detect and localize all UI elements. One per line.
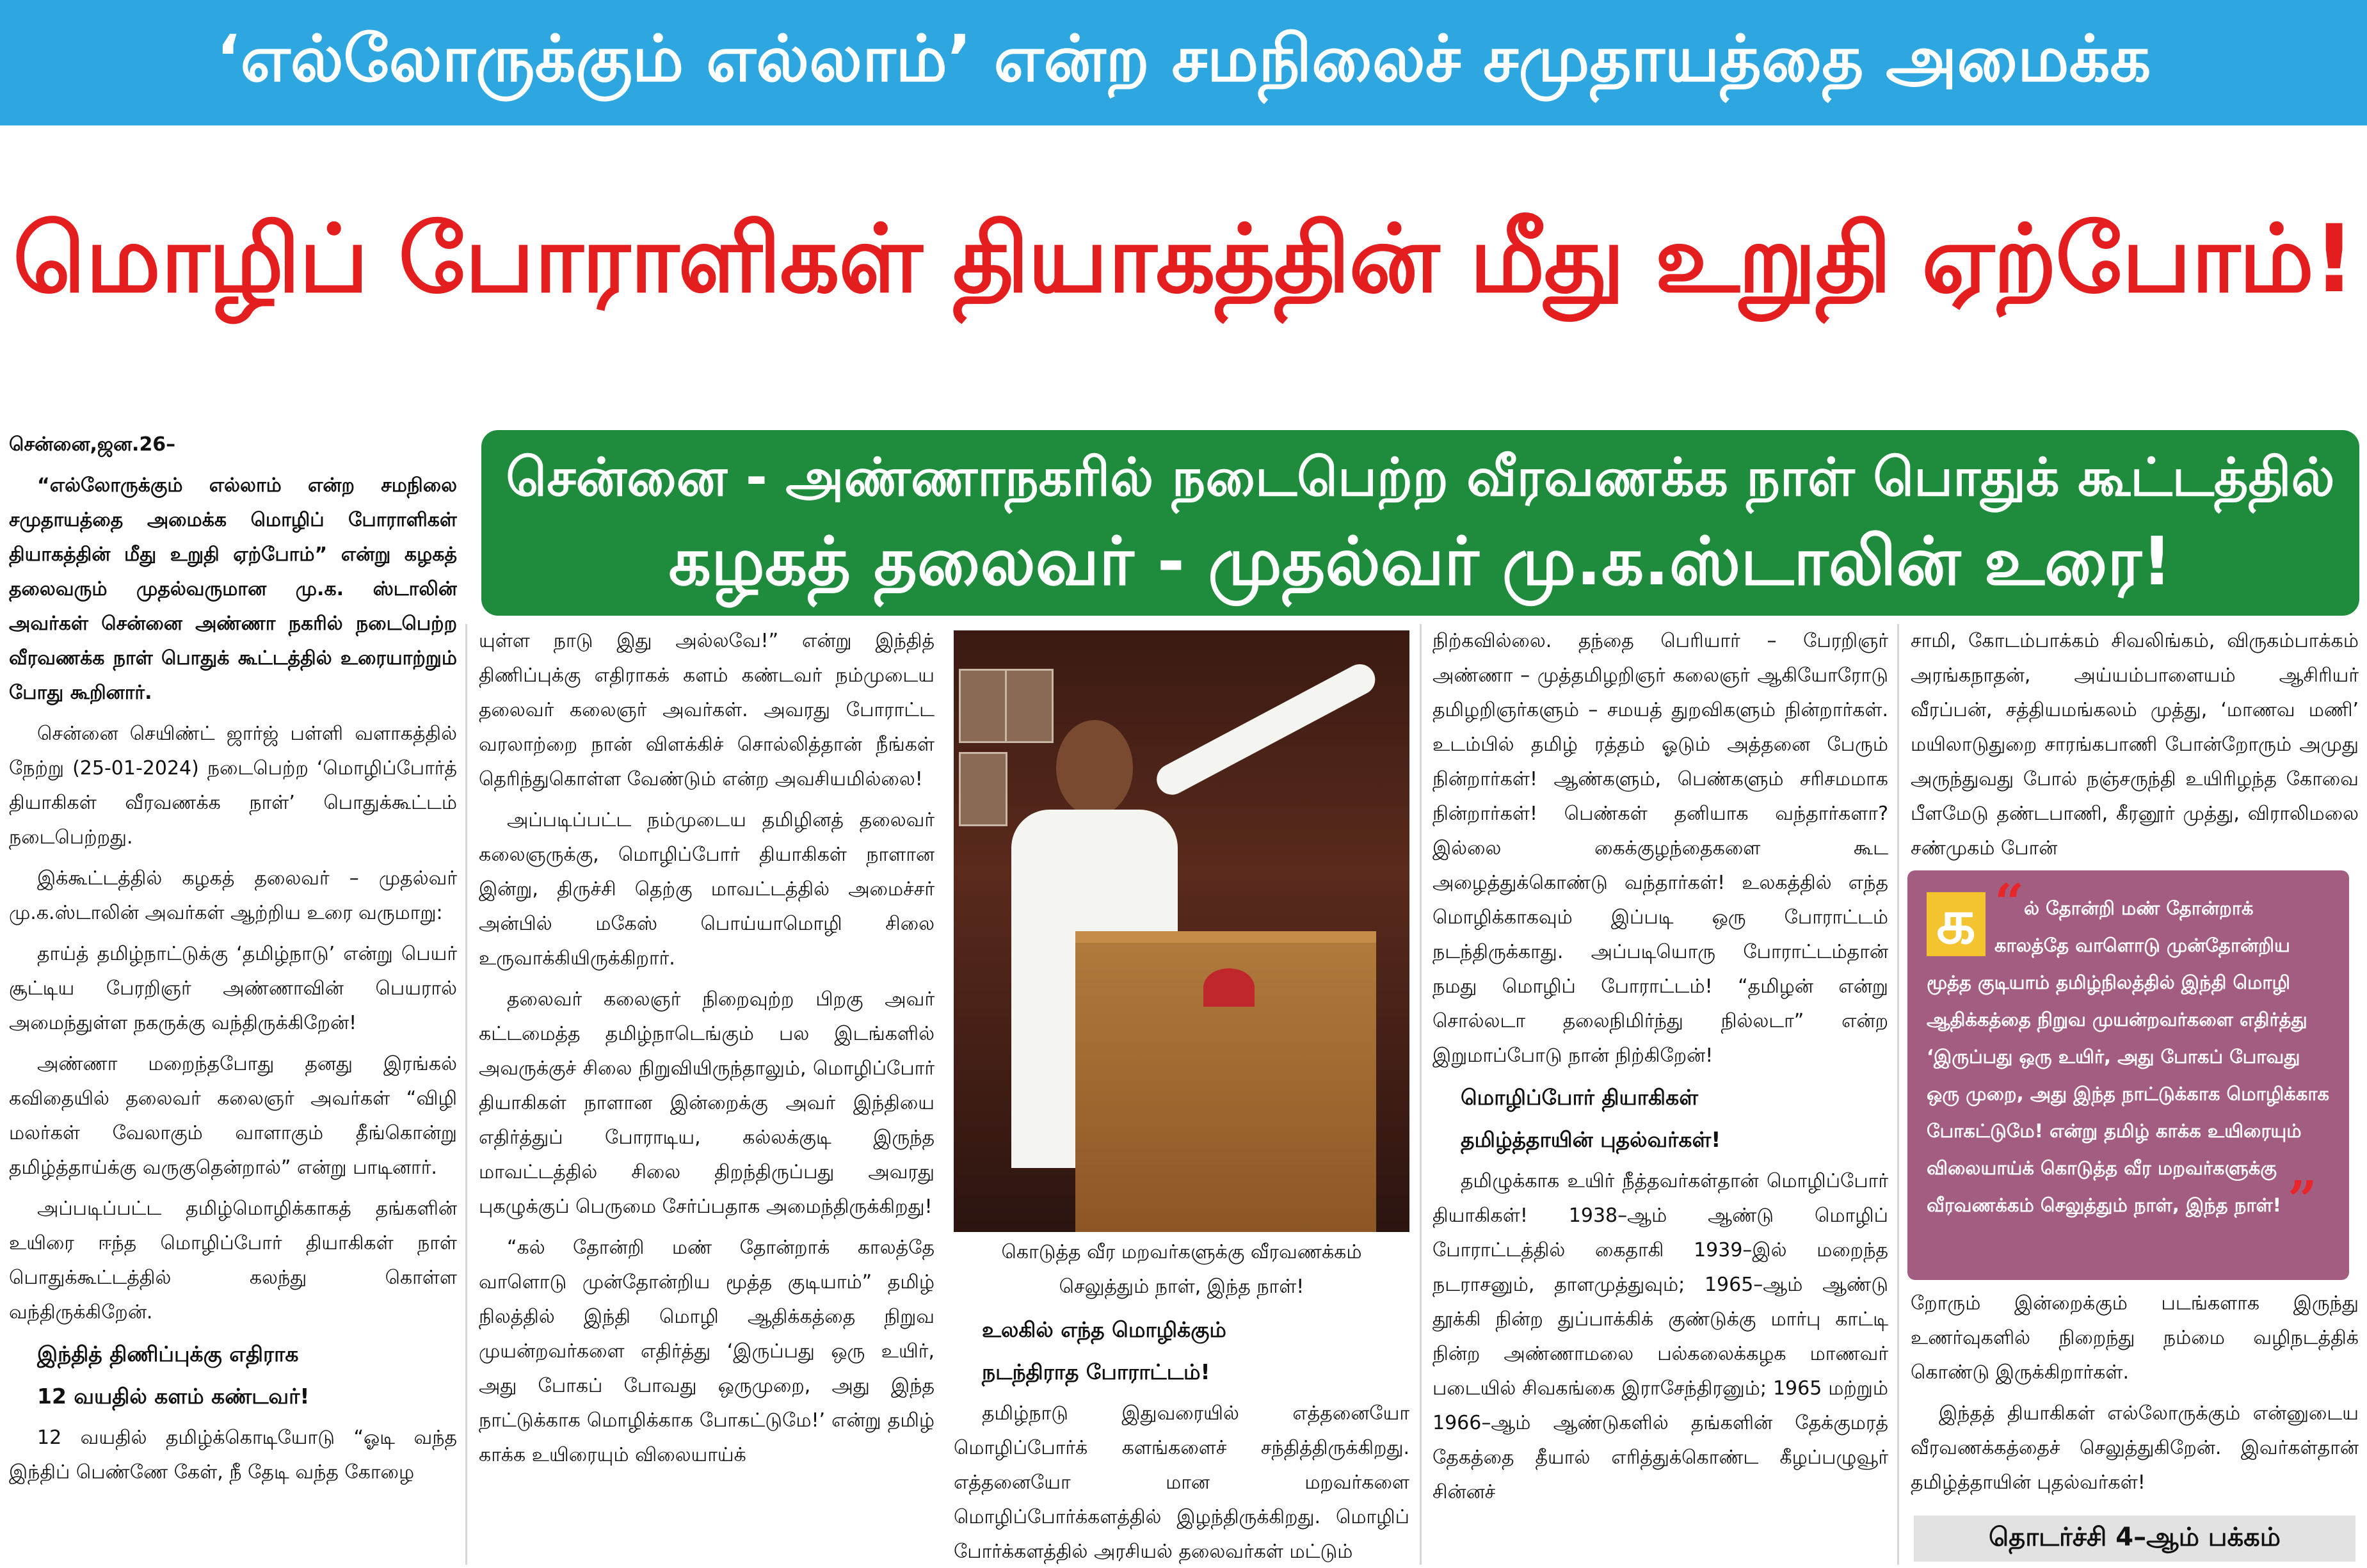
paragraph: இந்தத் தியாகிகள் எல்லோருக்கும் என்னுடைய வீரவணக்கத்தைச் செலுத்துகிறேன். இவர்கள்தான் தமிழ்த்தாயின் புதல்வர்கள்! xyxy=(1911,1402,2359,1494)
subhead-box xyxy=(481,430,2359,616)
column-1 xyxy=(9,428,457,1567)
drop-cap: க xyxy=(1927,892,1986,956)
banner-text: ‘எல்லோருக்கும் எல்லாம்’ என்ற சமநிலைச் சமுதாயத்தை அமைக்க xyxy=(216,20,2151,96)
subheading: நடந்திராத போராட்டம்! xyxy=(982,1359,1210,1384)
column-4 xyxy=(1432,624,1888,1565)
paragraph: றோரும் இன்றைக்கும் படங்களாக இருந்து உணர்வுகளில் நிறைந்து நம்மை வழிநடத்திக் கொண்டு இருக்கிறார்கள். xyxy=(1911,1292,2359,1384)
paragraph: தலைவர் கலைஞர் நிறைவுற்ற பிறகு அவர் கட்டமைத்த தமிழ்நாடெங்கும் பல இடங்களில் அவருக்குச் சிலை நிறுவியிருந்தாலும், மொழிப்போர் தியாகிகள் நாளான இன்றைக்கு அவர் இந்தியை எதிர்த்துப் போராடிய, கல்லக்குடி இருந்த மாவட்டத்தில் சிலை திறந்திருப்பது அவரது புகழுக்குப் பெருமை சேர்ப்பதாக அமைந்திருக்கிறது! xyxy=(479,988,935,1218)
continued-on-page: தொடர்ச்சி 4–ஆம் பக்கம் xyxy=(1914,1516,2355,1562)
subhead-line-1: சென்னை - அண்ணாநகரில் நடைபெற்ற வீரவணக்க நாள் பொதுக் கூட்டத்தில் xyxy=(506,447,2335,508)
podium xyxy=(1075,931,1376,1232)
photo-caption: கொடுத்த வீர மறவர்களுக்கு வீரவணக்கம் செலுத்தும் நாள், இந்த நாள்! xyxy=(1001,1241,1362,1298)
paragraph: அண்ணா மறைந்தபோது தனது இரங்கல் கவிதையில் தலைவர் கலைஞர் அவர்கள் “விழி மலர்கள் வேலாகும் வாளாகும் தீங்கொன்று தமிழ்த்தாய்க்கு வருகுதென்றால்” என்று பாடினார். xyxy=(9,1053,457,1179)
pull-quote xyxy=(1907,870,2349,1280)
paragraph: சாமி, கோடம்பாக்கம் சிவலிங்கம், விருகம்பாக்கம் அரங்கநாதன், அய்யம்பாளையம் ஆசிரியர் வீரப்பன், சத்தியமங்கலம் முத்து, ‘மாணவ மணி’ மயிலாடுதுறை சாரங்கபாணி போன்றோரும் அமுது அருந்துவது போல் நஞ்சருந்தி உயிரிழந்த கோவை பீளமேடு தண்டபாணி, கீரனூர் முத்து, விராலிமலை சண்முகம் போன் xyxy=(1911,630,2359,860)
paragraph: இக்கூட்டத்தில் கழகத் தலைவர் – முதல்வர் மு.க.ஸ்டாலின் அவர்கள் ஆற்றிய உரை வருமாறு: xyxy=(9,867,457,924)
column-5-bottom xyxy=(1911,1286,2359,1510)
paragraph: அப்படிப்பட்ட தமிழ்மொழிக்காகத் தங்களின் உயிரை ஈந்த மொழிப்போர் தியாகிகள் நாள் பொதுக்கூட்டத்தில் கலந்து கொள்ள வந்திருக்கிறேன். xyxy=(9,1197,457,1324)
subheading: இந்தித் திணிப்புக்கு எதிராக xyxy=(37,1341,299,1366)
column-5-top xyxy=(1911,624,2359,864)
subheading: தமிழ்த்தாயின் புதல்வர்கள்! xyxy=(1461,1127,1721,1152)
paragraph: தமிழ்நாடு இதுவரையில் எத்தனையோ மொழிப்போர்க் களங்களைச் சந்தித்திருக்கிறது. எத்தனையோ மான மறவர்களை மொழிப்போர்க்களத்தில் இழந்திருக்கிறது. மொழிப் போர்க்களத்தில் அரசியல் தலைவர்கள் மட்டும் xyxy=(954,1402,1409,1563)
column-divider xyxy=(1897,624,1899,1565)
column-2 xyxy=(479,624,935,1565)
main-headline: மொழிப் போராளிகள் தியாகத்தின் மீது உறுதி ஏற்போம்! xyxy=(13,205,2354,314)
column-divider xyxy=(465,624,467,1565)
lede-paragraph: “எல்லோருக்கும் எல்லாம் என்ற சமநிலை சமுதாயத்தை அமைக்க மொழிப் போராளிகள் தியாகத்தின் மீது உறுதி ஏற்போம்” என்று கழகத் தலைவரும் முதல்வருமான மு.க. ஸ்டாலின் அவர்கள் சென்னை அண்ணா நகரில் நடைபெற்ற வீரவணக்க நாள் பொதுக் கூட்டத்தில் உரையாற்றும் போது கூறினார். xyxy=(9,474,457,704)
subheading: உலகில் எந்த மொழிக்கும் xyxy=(982,1317,1226,1342)
speaker-head xyxy=(1056,720,1133,816)
subhead-line-2: கழகத் தலைவர் - முதல்வர் மு.க.ஸ்டாலின் உரை! xyxy=(668,522,2172,600)
quote-text: ல் தோன்றி மண் தோன்றாக் காலத்தே வாளொடு முன்தோன்றிய மூத்த குடியாம் தமிழ்நிலத்தில் இந்தி மொழி ஆதிக்கத்தை நிறுவ முயன்றவர்களை எதிர்த்து ‘இருப்பது ஒரு உயிர், அது போகப் போவது ஒரு முறை, அது இந்த நாட்டுக்காக மொழிக்காக போகட்டுமே! என்று தமிழ் காக்க உயிரையும் விலையாய்க் கொடுத்த வீர மறவர்களுக்கு வீரவணக்கம் செலுத்தும் நாள், இந்த நாள்! xyxy=(1927,897,2330,1216)
paragraph: தமிழுக்காக உயிர் நீத்தவர்கள்தான் மொழிப்போர் தியாகிகள்! 1938–ஆம் ஆண்டு மொழிப் போராட்டத்தில் கைதாகி 1939–இல் மறைந்த நடராசனும், தாளமுத்துவும்; 1965–ஆம் ஆண்டு தூக்கி நின்ற துப்பாக்கிக் குண்டுக்கு மார்பு காட்டி நின்ற அண்ணாமலை பல்கலைக்கழக மாணவர் படையில் சிவகங்கை இராசேந்திரனும்; 1965 மற்றும் 1966–ஆம் ஆண்டுகளில் தங்களின் தேக்குமரத் தேகத்தை தீயால் எரித்துக்கொண்ட கீழப்பழுவூர் சின்னச் xyxy=(1432,1170,1888,1503)
speaker-photo xyxy=(954,630,1409,1232)
paragraph: யுள்ள நாடு இது அல்லவே!” என்று இந்தித் திணிப்புக்கு எதிராகக் களம் கண்டவர் நம்முடைய தலைவர் கலைஞர் அவர்கள். அவரது போராட்ட வரலாற்றை நான் விளக்கிச் சொல்லித்தான் நீங்கள் தெரிந்துகொள்ள வேண்டும் என்ற அவசியமில்லை! xyxy=(479,630,935,790)
subheading: 12 வயதில் களம் கண்டவர்! xyxy=(37,1384,310,1409)
paragraph: சென்னை செயிண்ட் ஜார்ஜ் பள்ளி வளாகத்தில் நேற்று (25-01-2024) நடைபெற்ற ‘மொழிப்போர்த் தியாகிகள் வீரவணக்க நாள்’ பொதுக்கூட்டம் நடைபெற்றது. xyxy=(9,723,457,849)
quote-open-icon: “ xyxy=(1994,872,2025,932)
paragraph: தாய்த் தமிழ்நாட்டுக்கு ‘தமிழ்நாடு’ என்று பெயர் சூட்டிய பேரறிஞர் அண்ணாவின் பெயரால் அமைந்துள்ள நகருக்கு வந்திருக்கிறேன்! xyxy=(9,943,457,1034)
subheading: மொழிப்போர் தியாகிகள் xyxy=(1461,1085,1698,1110)
column-divider xyxy=(1420,624,1422,1565)
raised-arm xyxy=(1151,659,1381,800)
paragraph: அப்படிப்பட்ட நம்முடைய தமிழினத் தலைவர் கலைஞருக்கு, மொழிப்போர் தியாகிகள் நாளான இன்று, திருச்சி தெற்கு மாவட்டத்தில் அமைச்சர் அன்பில் மகேஸ் பொய்யாமொழி சிலை உருவாக்கியிருக்கிறார். xyxy=(479,809,935,970)
dateline: சென்னை,ஜன.26– xyxy=(9,433,176,456)
quote-close-icon: ” xyxy=(2288,1169,2318,1229)
paragraph: நிற்கவில்லை. தந்தை பெரியார் – பேரறிஞர் அண்ணா – முத்தமிழறிஞர் கலைஞர் ஆகியோரோடு தமிழறிஞர்களும் – சமயத் துறவிகளும் நின்றார்கள். உடம்பில் தமிழ் ரத்தம் ஓடும் அத்தனை பேரும் நின்றார்கள்! ஆண்களும், பெண்களும் சரிசமமாக நின்றார்கள்! பெண்கள் தனியாக வந்தார்களா? இல்லை கைக்குழந்தைகளை கூட அழைத்துக்கொண்டு வந்தார்கள்! உலகத்தில் எந்த மொழிக்காகவும் இப்படி ஒரு போராட்டம் நடந்திருக்காது. அப்படியொரு போராட்டம்தான் நமது மொழிப் போராட்டம்! “தமிழன் என்று சொல்லடா தலைநிமிர்ந்து நில்லடா” என்ற இறுமாப்போடு நான் நிற்கிறேன்! xyxy=(1432,630,1888,1067)
top-banner xyxy=(0,0,2367,125)
party-emblem-icon xyxy=(1203,968,1255,1007)
paragraph: “கல் தோன்றி மண் தோன்றாக் காலத்தே வாளொடு முன்தோன்றிய மூத்த குடியாம்” தமிழ் நிலத்தில் இந்தி மொழி ஆதிக்கத்தை நிறுவ முயன்றவர்களை எதிர்த்து ‘இருப்பது ஒரு உயிர், அது போகப் போவது ஒருமுறை, அது இந்த நாட்டுக்காக மொழிக்காக போகட்டுமே!’ என்று தமிழ் காக்க உயிரையும் விலையாய்க் xyxy=(479,1236,935,1466)
column-3 xyxy=(954,1312,1409,1568)
paragraph: 12 வயதில் தமிழ்க்கொடியோடு “ஓடி வந்த இந்திப் பெண்ணே கேள், நீ தேடி வந்த கோழை xyxy=(9,1427,457,1484)
